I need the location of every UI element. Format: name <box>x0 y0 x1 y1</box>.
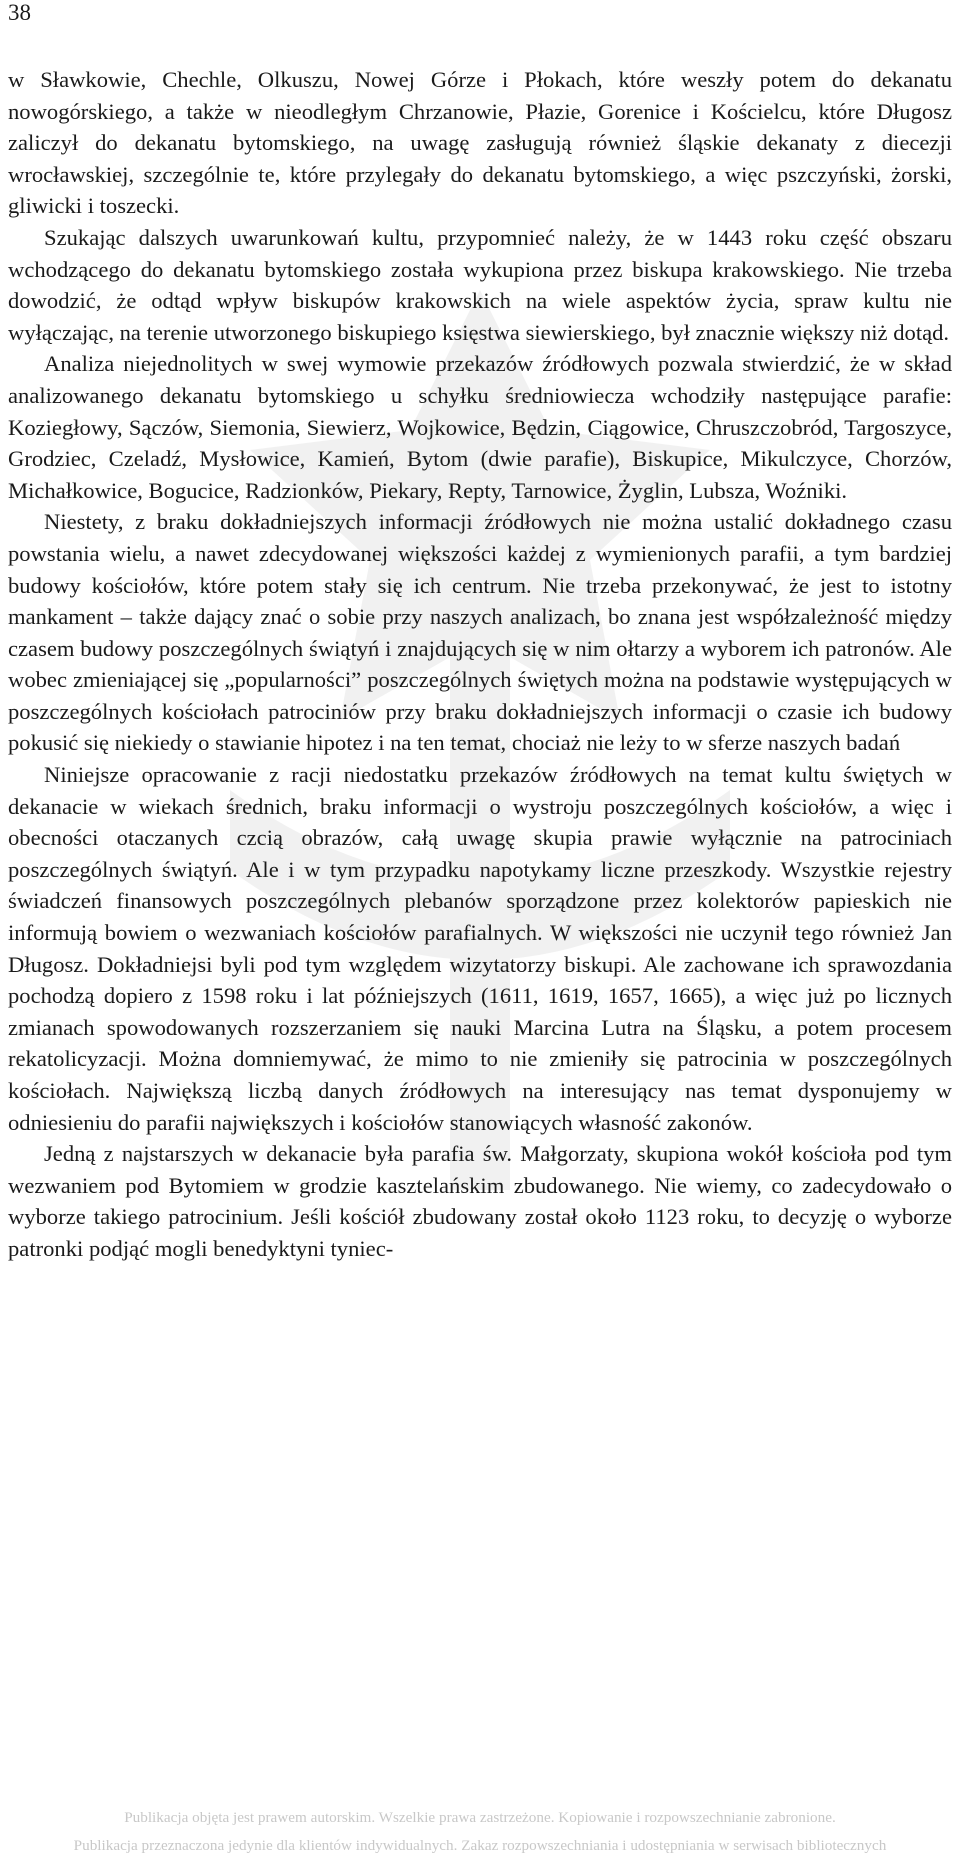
distribution-notice: Publikacja przeznaczona jedynie dla klientów indywidualnych. Zakaz rozpowszechniania i udostępniania w serwisach bibliotecznych <box>73 1837 887 1854</box>
paragraph: Niniejsze opracowanie z racji niedostatku przekazów źródłowych na temat kultu świętych w dekanacie w wiekach średnich, braku informacji o wystroju poszczególnych kościołów, a więc i obecności otaczanych czcią obrazów, całą uwagę skupia prawie wyłącznie na patrociniach poszczególnych świątyń. Ale i w tym przypadku napotykamy liczne przeszkody. Wszystkie rejestry świadczeń finansowych poszczególnych plebanów sporządzone przez kolektorów papieskich nie informują bowiem o wezwaniach kościołów parafialnych. W większości nie uczynił tego również Jan Długosz. Dokładniejsi byli pod tym względem wizytatorzy biskupi. Ale zachowane ich sprawozdania pochodzą dopiero z 1598 roku i lat późniejszych (1611, 1619, 1657, 1665), a więc już po licznych zmianach spowodowanych rozszerzaniem się nauki Marcina Lutra na Śląsku, a potem procesem rekatolicyzacji. Można domniemywać, że mimo to nie zmieniły się patrocinia w poszczególnych kościołach. Największą liczbą danych źródłowych na interesujący nas temat dysponujemy w odniesieniu do parafii największych i kościołów stanowiących własność zakonów. <box>8 762 952 1135</box>
paragraph: Analiza niejednolitych w swej wymowie przekazów źródłowych pozwala stwierdzić, że w skład analizowanego dekanatu bytomskiego u schyłku średniowiecza wchodziły następujące parafie: Koziegłowy, Sączów, Siemonia, Siewierz, Wojkowice, Będzin, Ciągowice, Chruszczobród, Targoszyce, Grodziec, Czeladź, Mysłowice, Kamień, Bytom (dwie parafie), Biskupice, Mikulczyce, Chorzów, Michałkowice, Bogucice, Radzionków, Piekary, Repty, Tarnowice, Żyglin, Lubsza, Woźniki. <box>8 351 952 503</box>
body-text <box>8 64 952 1265</box>
paragraph: Niestety, z braku dokładniejszych informacji źródłowych nie można ustalić dokładnego czasu powstania wielu, a nawet zdecydowanej większości każdej z wymienionych parafii, a tym bardziej budowy kościołów, które potem stały się ich centrum. Nie trzeba przekonywać, że jest to istotny mankament – także dający znać o sobie przy naszych analizach, bo znana jest współzależność między czasem budowy poszczególnych świątyń i znajdujących się w nim ołtarzy a wyborem ich patronów. Ale wobec zmieniającej się „popularności” poszczególnych świętych można na podstawie występujących w poszczególnych kościołach patrociniów przy braku dokładniejszych informacji o czasie ich budowy pokusić się niekiedy o stawianie hipotez i na ten temat, chociaż nie leży to w sferze naszych badań <box>8 509 952 756</box>
paragraph: Jedną z najstarszych w dekanacie była parafia św. Małgorzaty, skupiona wokół kościoła pod tym wezwaniem pod Bytomiem w grodzie kasztelańskim zbudowanego. Nie wiemy, co zadecydowało o wyborze takiego patrocinium. Jeśli kościół zbudowany został około 1123 roku, to decyzję o wyborze patronki podjąć mogli benedyktyni tyniec- <box>8 1141 952 1261</box>
paragraph: Szukając dalszych uwarunkowań kultu, przypomnieć należy, że w 1443 roku część obszaru wchodzącego do dekanatu bytomskiego została wykupiona przez biskupa krakowskiego. Nie trzeba dowodzić, że odtąd wpływ biskupów krakowskich na wiele aspektów życia, spraw kultu nie wyłączając, na terenie utworzonego biskupiego księstwa siewierskiego, był znacznie większy niż dotąd. <box>8 224 952 345</box>
copyright-notice: Publikacja objęta jest prawem autorskim. Wszelkie prawa zastrzeżone. Kopiowanie i rozpowszechnianie zabronione. <box>124 1809 836 1826</box>
page-number: 38 <box>8 0 31 25</box>
paragraph: w Sławkowie, Chechle, Olkuszu, Nowej Górze i Płokach, które weszły potem do dekanatu nowogórskiego, a także w nieodległym Chrzanowie, Płazie, Gorenice i Kościelcu, które Długosz zaliczył do dekanatu bytomskiego, na uwagę zasługują również śląskie dekanaty z diecezji wrocławskiej, szczególnie te, które przylegały do dekanatu bytomskiego, a więc pszczyński, żorski, gliwicki i toszecki. <box>8 67 952 219</box>
